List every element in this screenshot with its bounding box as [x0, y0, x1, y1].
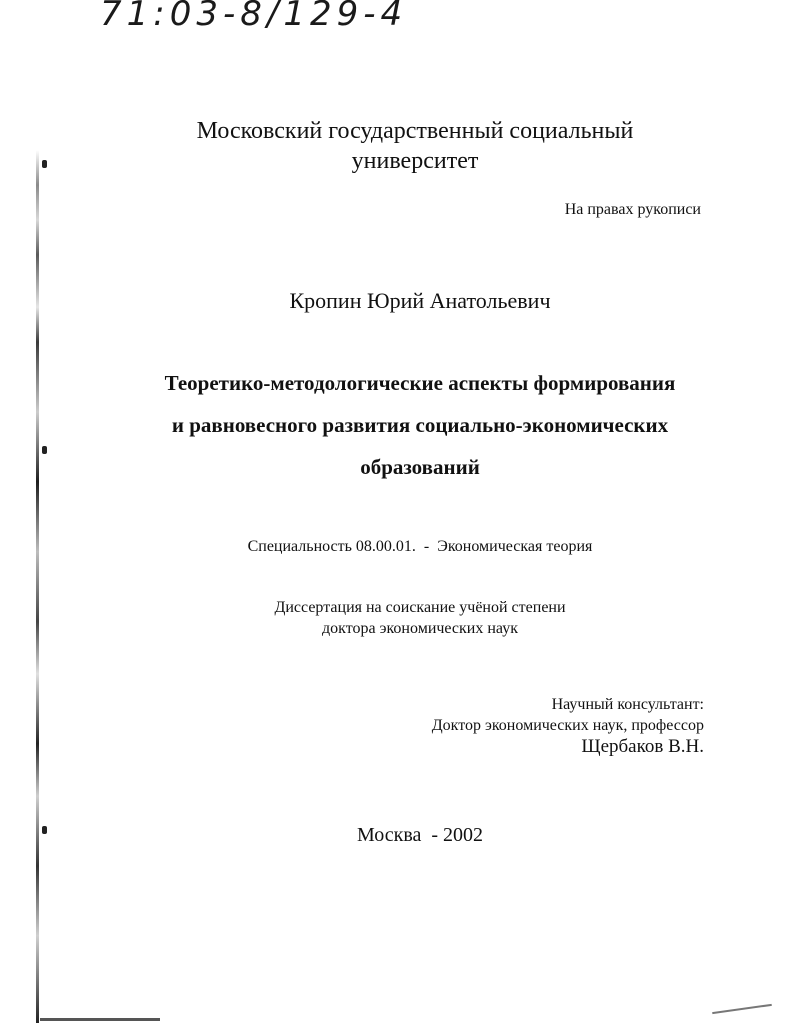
rights-note: На правах рукописи	[564, 201, 701, 218]
title-line: образований	[360, 455, 480, 479]
title-line: Теоретико-методологические аспекты формирования	[164, 371, 676, 395]
consultant-degree: Доктор экономических наук, профессор	[431, 717, 704, 734]
scan-corner-mark	[712, 1004, 772, 1014]
degree-line: Диссертация на соискание учёной степени	[274, 599, 566, 616]
archive-number: 71:03-8/129-4	[100, 0, 408, 34]
dissertation-title	[120, 362, 720, 488]
degree-line: доктора экономических наук	[322, 620, 518, 637]
dissertation-degree	[200, 597, 640, 639]
specialty: Специальность 08.00.01. - Экономическая теория	[247, 538, 593, 555]
scan-hole-mark	[42, 446, 47, 454]
scan-bottom-edge	[40, 1018, 160, 1021]
author-name: Кропин Юрий Анатольевич	[289, 288, 551, 313]
scan-hole-mark	[42, 160, 47, 168]
scan-binding-edge	[36, 150, 39, 1023]
university-name: Московский государственный социальный университет	[196, 118, 634, 174]
title-line: и равновесного развития социально-экономических	[171, 413, 669, 437]
consultant-name: Щербаков В.Н.	[581, 736, 704, 757]
scientific-consultant	[432, 694, 704, 758]
city-year: Москва - 2002	[356, 824, 484, 846]
scan-hole-mark	[42, 826, 47, 834]
consultant-label: Научный консультант:	[551, 696, 704, 713]
